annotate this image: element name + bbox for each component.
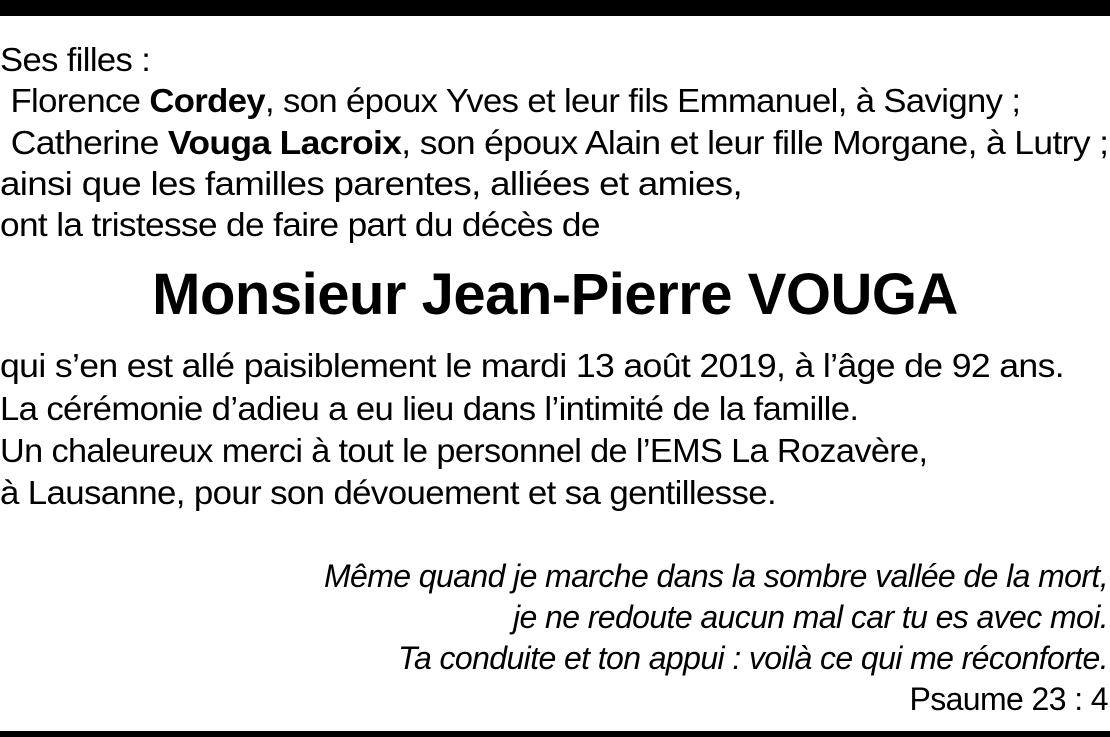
body-line-thanks-continued: à Lausanne, pour son dévouement et sa gentillesse. [0,474,777,511]
verse-line-3: Ta conduite et ton appui : voilà ce qui me réconforte. [398,640,1108,676]
intro-line-announcement: ont la tristesse de faire part du décès de [0,206,600,243]
intro-line-daughter-1 [0,81,1020,121]
body-line-passing: qui s’en est allé paisiblement le mardi 13 août 2019, à l’âge de 92 ans. [0,347,1064,384]
daughter-2-surname: Vouga Lacroix [167,124,402,161]
daughter-1-surname: Cordey [149,82,266,119]
daughter-2-details: , son époux Alain et leur fille Morgane, à Lutry ; [401,124,1109,161]
daughter-1-details: , son époux Yves et leur fils Emmanuel, à Savigny ; [265,82,1021,119]
daughter-2-first-name: Catherine [10,124,159,161]
intro-line-families: ainsi que les familles parentes, alliées et amies, [0,165,743,202]
verse-line-1: Même quand je marche dans la sombre vallée de la mort, [323,558,1108,594]
bottom-rule [0,731,1110,737]
intro-line-daughter-2 [0,123,1108,163]
intro-line-daughters: Ses filles : [0,41,151,78]
body-line-ceremony: La cérémonie d’adieu a eu lieu dans l’intimité de la famille. [0,390,859,427]
top-rule [0,0,1110,16]
verse-reference: Psaume 23 : 4 [909,681,1108,717]
daughter-1-first-name: Florence [10,82,141,119]
body-line-thanks: Un chaleureux merci à tout le personnel de l’EMS La Rozavère, [0,432,928,469]
deceased-name: Monsieur Jean-Pierre VOUGA [152,262,958,327]
verse-line-2: je ne redoute aucun mal car tu es avec moi. [513,599,1108,635]
